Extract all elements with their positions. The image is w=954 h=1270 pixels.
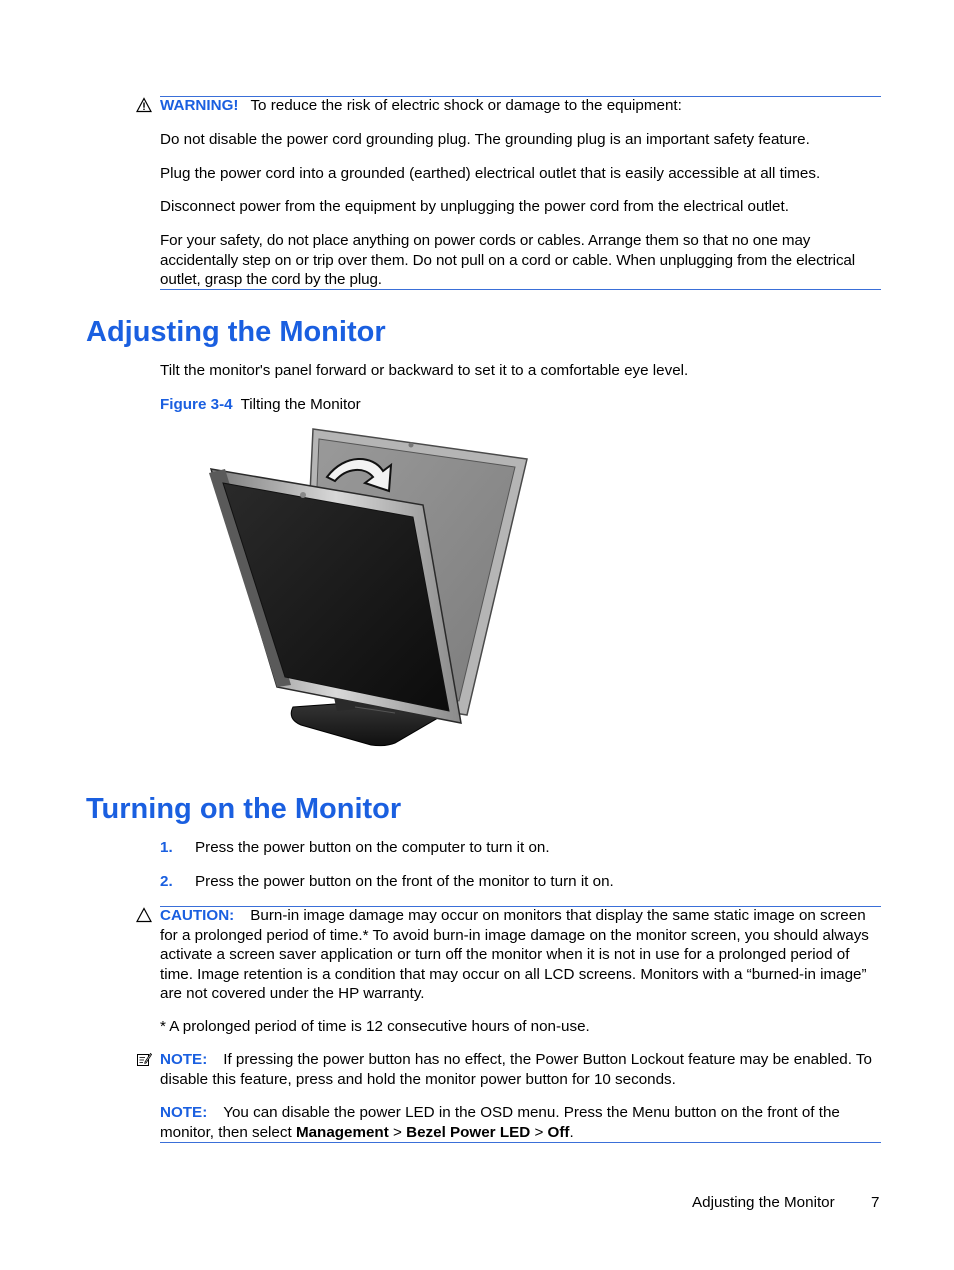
note-1-text: If pressing the power button has no effect, the Power Button Lockout feature may be enabled. To disable this feature, press and hold the monitor power button for 10 seconds. [160,1051,872,1088]
menu-management: Management [295,1123,389,1141]
note-2-label: NOTE: [160,1104,208,1121]
warning-triangle-icon [136,97,152,113]
note-2-end: . [569,1123,574,1141]
warning-item-3: Disconnect power from the equipment by unplugging the power cord from the electrical outlet. [160,198,789,215]
figure-caption [160,395,882,415]
notes-bottom-rule [160,1142,881,1143]
caution-triangle-icon [136,907,152,923]
warning-item-4: For your safety, do not place anything on power cords or cables. Arrange them so that no one may accidentally step on or trip over them. Do not pull on a cord or cable. When unplugging from the electrical outlet, grasp the cord by the plug. [160,232,856,288]
heading-adjusting: Adjusting the Monitor [86,316,386,348]
note-2-block [160,1103,882,1142]
figure-caption-text: Tilting the Monitor [240,396,361,413]
warning-intro [160,96,882,116]
step-2-text: Press the power button on the front of the monitor to turn it on. [195,873,614,890]
warning-item-2: Plug the power cord into a grounded (earthed) electrical outlet that is easily accessible at all times. [160,165,821,182]
monitor-tilt-illustration [205,425,535,755]
menu-bezel-power-led: Bezel Power LED [406,1123,531,1141]
caution-text: Burn-in image damage may occur on monitors that display the same static image on screen for a prolonged period of time.* To avoid burn-in image damage on the monitor screen, you should always activate a screen saver application or turn off the monitor when it is not in use for a prolonged period of time. Image retention is a condition that may occur on all LCD screens. Monitors with a “burned-in image” are not covered under the HP warranty. [160,907,869,1002]
note-pad-icon [136,1051,152,1067]
warning-intro-text: To reduce the risk of electric shock or damage to the equipment: [250,97,682,114]
menu-sep-1: > [393,1123,402,1141]
warning-bottom-rule [160,289,881,290]
note-2-text: You can disable the power LED in the OSD menu. Press the Menu button on the front of the monitor, then select [160,1104,840,1141]
caution-footnote: * A prolonged period of time is 12 consecutive hours of non-use. [160,1018,590,1035]
note-1-block [160,1050,882,1089]
step-2-number: 2. [160,873,173,890]
heading-turning: Turning on the Monitor [86,793,402,825]
menu-off: Off [547,1123,570,1141]
menu-sep-2: > [534,1123,544,1141]
caution-block [160,906,882,1004]
note-1-label: NOTE: [160,1051,208,1068]
caution-label: CAUTION: [160,907,235,924]
warning-item-1: Do not disable the power cord grounding plug. The grounding plug is an important safety feature. [160,131,810,148]
footer-page-number: 7 [871,1194,880,1211]
step-1-text: Press the power button on the computer to turn it on. [195,839,550,856]
figure-label: Figure 3-4 [160,396,233,413]
adjusting-body: Tilt the monitor's panel forward or backward to set it to a comfortable eye level. [160,362,689,379]
footer-section-title: Adjusting the Monitor [692,1194,835,1211]
warning-label: WARNING! [160,97,239,114]
step-1-number: 1. [160,839,173,856]
